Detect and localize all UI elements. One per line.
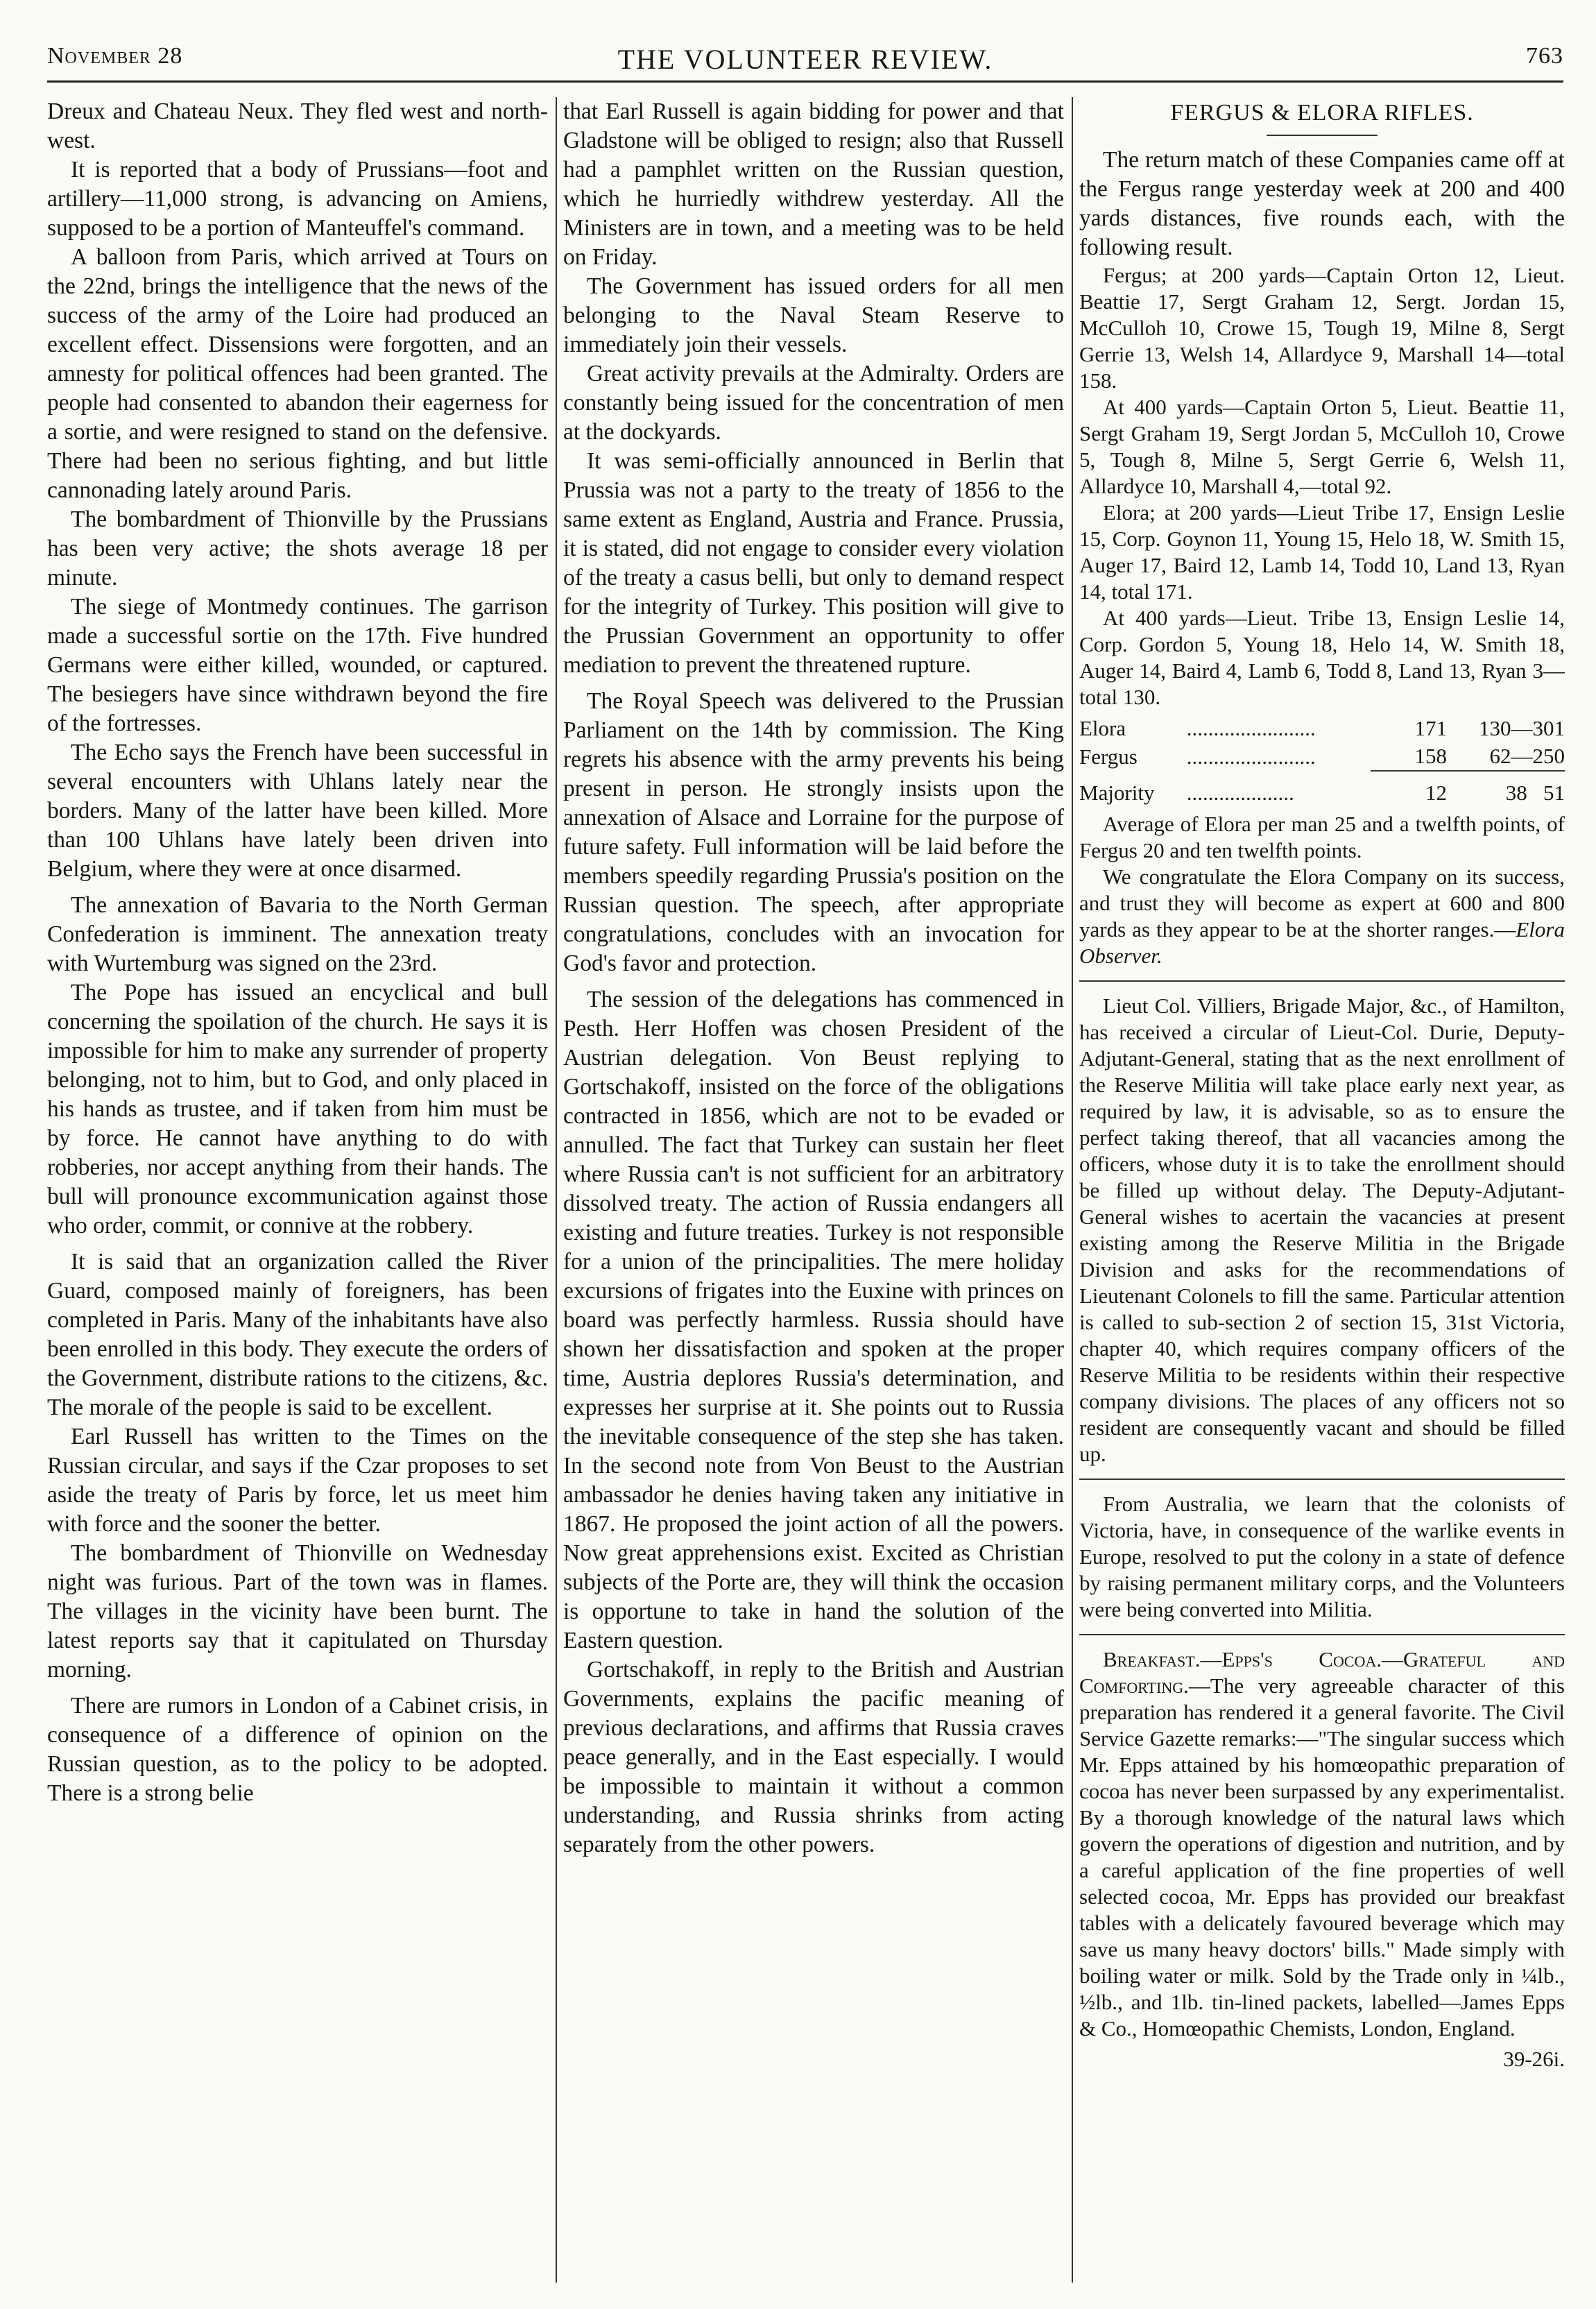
news-paragraph: It was semi-officially announced in Berlin that Prussia was not a party to the treaty of 1856 to the same extent as England, Austria and France. Prussia, it is stated, did not engage to consider every violation of the treaty a casus belli, but only to demand respect for the integrity of Turkey. This position will give to the Prussian Government an opportunity to offer mediation to prevent the threatened rupture. <box>563 448 1064 678</box>
news-paragraph: There are rumors in London of a Cabinet crisis, in consequence of a difference of opinion on the Russian question, as to the policy to be adopted. There is a strong belie <box>47 1693 548 1806</box>
section-rule <box>1079 980 1565 982</box>
page-header <box>47 39 1563 83</box>
elora-400-scores: At 400 yards—Lieut. Tribe 13, Ensign Leslie 14, Corp. Gordon 5, Young 18, Helo 14, W. Smith 18, Auger 14, Baird 4, Lamb 6, Todd 8, Land 13, Ryan 3—total 130. <box>1079 606 1565 709</box>
column-divider-2 <box>1072 97 1073 2283</box>
news-paragraph: The bombardment of Thionville by the Prussians has been very active; the shots average 18 per minute. <box>47 506 548 590</box>
news-paragraph: The Royal Speech was delivered to the Prussian Parliament on the 14th by commission. The King regrets his absence with the army prevents his being present in person. He strongly insists upon the annexation of Alsace and Lorraine for the purpose of future safety. Full information will be laid before the members speedily regarding Prussia's position on the Russian question. The speech, after appropriate congratulations, concludes with an invocation for God's favor and protection. <box>563 688 1064 976</box>
news-paragraph: The bombardment of Thionville on Wednesday night was furious. Part of the town was in flames. The villages in the vicinity have been burnt. The latest reports say that it capitulated on Thursday morning. <box>47 1540 548 1682</box>
score-table <box>1079 715 1565 807</box>
column-1 <box>47 97 548 2283</box>
news-paragraph: The Pope has issued an encyclical and bull concerning the spoilation of the church. He says it is impossible for him to make any surrender of property belonging, not to him, but to God, and only placed in his hands as trustee, and if taken from him must be by force. He cannot have anything to do with robberies, nor accept anything from their hands. The bull will pronounce excommunication against those who order, commit, or connive at the robbery. <box>47 980 548 1238</box>
congrats-text: We congratulate the Elora Company on its success, and trust they will become as expert at 600 and 800 yards as they appear to be at the shorter ranges.— <box>1079 864 1565 942</box>
page-number: 763 <box>1526 43 1563 69</box>
score-leader: .................... <box>1186 781 1294 805</box>
congrats-source: Elora Observer. <box>1079 917 1565 968</box>
news-paragraph: that Earl Russell is again bidding for power and that Gladstone will be obliged to resign; also that Russell had a pamphlet written on the Russian question, which he hurriedly withdrew yesterday. All the Ministers are in town, and a meeting was to be held on Friday. <box>563 99 1064 270</box>
news-paragraph: The siege of Montmedy continues. The garrison made a successful sortie on the 17th. Five hundred Germans were either killed, wounded, or captured. The besiegers have since withdrawn beyond the fire of the fortresses. <box>47 594 548 736</box>
epps-body: —The very agreeable character of this preparation has rendered it a general favorite. The Civil Service Gazette remarks:—"The singular success which Mr. Epps attained by his homœopathic preparation of cocoa has never been surpassed by any experimentalist. By a thorough knowledge of the natural laws which govern the operations of digestion and nutrition, and by a careful application of the fine properties of well selected cocoa, Mr. Epps has provided our breakfast tables with a delicately favoured beverage which may save us many heavy doctors' bills." Made simply with boiling water or milk. Sold by the Trade only in ¼lb., ½lb., and 1lb. tin-lined packets, labelled—James Epps & Co., Homœopathic Chemists, London, England. <box>1079 1673 1565 2040</box>
news-paragraph: The annexation of Bavaria to the North German Confederation is imminent. The annexation treaty with Wurtemburg was signed on the 23rd. <box>47 892 548 976</box>
epps-heading: Breakfast.—Epps's Cocoa.—Grateful and Comforting. <box>1079 1647 1565 1698</box>
masthead-title: THE VOLUNTEER REVIEW. <box>617 44 993 75</box>
news-paragraph: The Echo says the French have been successful in several encounters with Uhlans lately near the borders. Many of the latter have been killed. More than 100 Uhlans have lately been driven into Belgium, where they were at once disarmed. <box>47 740 548 882</box>
score-a: 171 <box>1414 716 1447 740</box>
epps-advertisement <box>1079 1646 1565 2042</box>
column-2 <box>563 97 1064 2283</box>
title-rule <box>1267 135 1378 136</box>
news-paragraph: A balloon from Paris, which arrived at Tours on the 22nd, brings the intelligence that the news of the success of the army of the Loire had produced an excellent effect. Dissensions were forgotten, and an amnesty for political offences had been granted. The people had consented to abandon their eagerness for a sortie, and were resigned to stand on the defensive. There had been no serious fighting, and but little cannonading lately around Paris. <box>47 244 548 503</box>
average-note: Average of Elora per man 25 and a twelfth points, of Fergus 20 and ten twelfth points. <box>1079 812 1565 862</box>
score-team: Fergus <box>1079 744 1138 769</box>
score-row-majority <box>1079 771 1565 807</box>
column-divider-1 <box>556 97 557 2283</box>
fergus-200-scores: Fergus; at 200 yards—Captain Orton 12, Lieut. Beattie 17, Sergt Graham 12, Sergt. Jordan 15, McCulloh 10, Crowe 15, Tough 19, Milne 8, Sergt Gerrie 13, Welsh 14, Allardyce 9, Marshall 14—total 158. <box>1079 263 1565 393</box>
rifles-intro: The return match of these Companies came off at the Fergus range yesterday week at 200 and 400 yards distances, five rounds each, with the following result. <box>1079 147 1565 260</box>
epps-code: 39-26i. <box>1503 2047 1565 2071</box>
news-paragraph: Earl Russell has written to the Times on the Russian circular, and says if the Czar proposes to set aside the treaty of Paris by force, let us meet him with force and the sooner the better. <box>47 1424 548 1537</box>
section-rule <box>1079 1479 1565 1480</box>
score-leader: ........................ <box>1186 716 1316 740</box>
news-paragraph: It is reported that a body of Prussians—foot and artillery—11,000 strong, is advancing on Amiens, supposed to be a portion of Manteuffel's command. <box>47 157 548 241</box>
score-a: 158 <box>1414 744 1447 768</box>
score-leader: ........................ <box>1186 744 1316 769</box>
fergus-400-scores: At 400 yards—Captain Orton 5, Lieut. Beattie 11, Sergt Graham 19, Sergt Jordan 5, McCulloh 10, Crowe 5, Tough 8, Milne 5, Sergt Gerrie 6, Welsh 11, Allardyce 10, Marshall 4,—total 92. <box>1079 395 1565 498</box>
section-title-rifles: FERGUS & ELORA RIFLES. <box>1170 100 1474 126</box>
majority-c: 51 <box>1543 780 1565 805</box>
news-paragraph: Dreux and Chateau Neux. They fled west and north-west. <box>47 99 548 153</box>
australia-paragraph: From Australia, we learn that the colonists of Victoria, have, in consequence of the warlike events in Europe, resolved to put the colony in a state of defence by raising permanent military corps, and the Volunteers were being converted into Militia. <box>1079 1492 1565 1621</box>
header-date: November 28 <box>47 43 183 69</box>
news-paragraph: It is said that an organization called the River Guard, composed mainly of foreigners, has been completed in Paris. Many of the inhabitants have also been enrolled in this body. They execute the orders of the Government, distribute rations to the citizens, &c. The morale of the people is said to be excellent. <box>47 1249 548 1420</box>
score-row-elora <box>1079 715 1565 742</box>
news-paragraph: The session of the delegations has commenced in Pesth. Herr Hoffen was chosen President of the Austrian delegation. Von Beust replying to Gortschakoff, insisted on the force of the obligations contracted in 1856, which are not to be evaded or annulled. The fact that Turkey can sustain her fleet where Russia can't is not sufficient for an arbitratory dissolved treaty. The action of Russia endangers all existing and future treaties. Turkey is not responsible for a union of the principalities. The mere holiday excursions of frigates into the Euxine with princes on board was perfectly harmless. Russia should have shown her dissatisfaction and spoken at the proper time, Austria deplores Russia's determination, and expresses her surprise at it. She points out to Russia the inevitable consequence of the step she has taken. In the second note from Von Beust to the Austrian ambassador he denies having taken any initiative in 1867. He proposed the joint action of all the powers. Now great apprehensions exist. Excited as Christian subjects of the Porte are, they will think the occasion is opportune to take in hand the solution of the Eastern question. <box>563 987 1064 1653</box>
score-b: 130—301 <box>1479 716 1565 740</box>
column-3 <box>1079 97 1565 2283</box>
score-team: Elora <box>1079 716 1126 740</box>
section-rule <box>1079 1634 1565 1635</box>
majority-label: Majority <box>1079 781 1155 805</box>
villiers-paragraph: Lieut Col. Villiers, Brigade Major, &c., of Hamilton, has received a circular of Lieut-Col. Durie, Deputy-Adjutant-General, stating that as the next enrollment of the Reserve Militia will take place early next year, as required by law, it is advisable, so as to ensure the perfect taking thereof, that all vacancies among the officers, whose duty it is to take the enrollment should be filled up without delay. The Deputy-Adjutant-General wishes to acertain the vacancies at present existing among the Reserve Militia in the Brigade Division and asks for the recommendations of Lieutenant Colonels to fill the same. Particular attention is called to sub-section 2 of section 15, 31st Victoria, chapter 40, which requires company officers of the Reserve Militia to be residents within their respective company divisions. The places of any officers not so resident are consequently vacant and should be filled up. <box>1079 994 1565 1466</box>
majority-a: 12 <box>1371 771 1447 807</box>
news-paragraph: Gortschakoff, in reply to the British and Austrian Governments, explains the pacific meaning of previous declarations, and affirms that Russia craves peace generally, and in the East especially. I would be impossible to maintain it without a common understanding, and Russia shrinks from acting separately from the other powers. <box>563 1657 1064 1857</box>
news-paragraph: The Government has issued orders for all men belonging to the Naval Steam Reserve to immediately join their vessels. <box>563 273 1064 357</box>
majority-bc <box>1447 771 1565 807</box>
congratulations <box>1079 864 1565 969</box>
score-row-fergus <box>1079 742 1565 771</box>
elora-200-scores: Elora; at 200 yards—Lieut Tribe 17, Ensign Leslie 15, Corp. Goynon 11, Young 15, Helo 18, W. Smith 15, Auger 17, Baird 12, Lamb 14, Todd 10, Land 13, Ryan 14, total 171. <box>1079 500 1565 604</box>
majority-b: 38 <box>1505 780 1527 805</box>
score-b: 62—250 <box>1489 744 1565 768</box>
news-paragraph: Great activity prevails at the Admiralty. Orders are constantly being issued for the concentration of men at the dockyards. <box>563 361 1064 445</box>
